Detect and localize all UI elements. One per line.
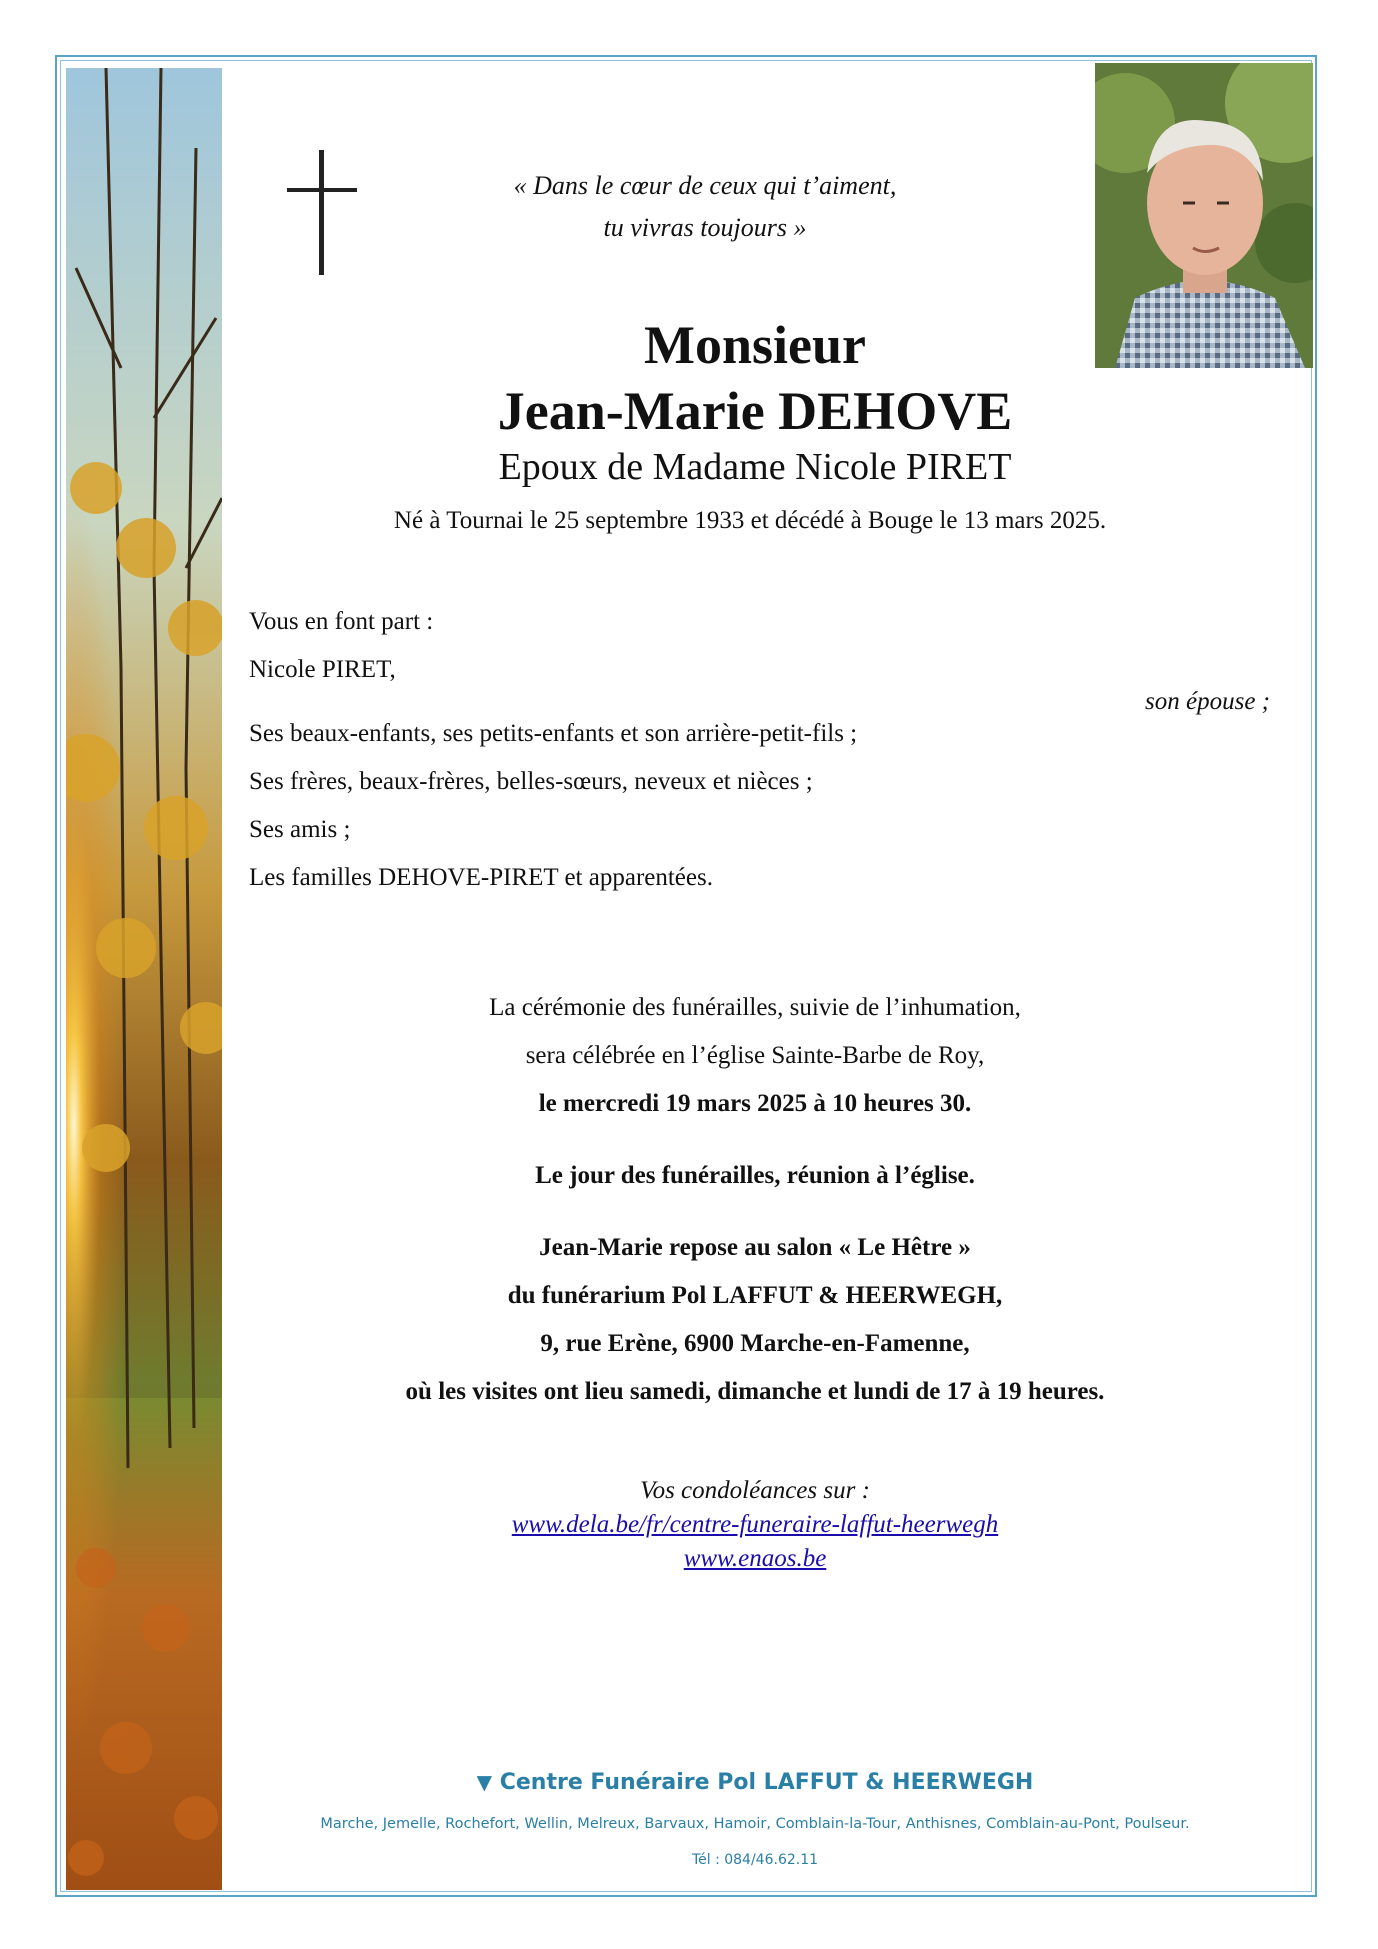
deceased-name: Jean-Marie DEHOVE [497, 381, 1013, 441]
condolences-link-enaos[interactable]: www.enaos.be [683, 1545, 827, 1572]
rest-line-3: 9, rue Erène, 6900 Marche-en-Famenne, [540, 1330, 970, 1357]
ceremony-line-2: sera célébrée en l’église Sainte-Barbe de Roy, [525, 1042, 985, 1069]
ceremony-line-1: La cérémonie des funérailles, suivie de l’inhumation, [489, 994, 1021, 1021]
honorific: Monsieur [644, 315, 866, 375]
family-member: Ses amis ; [249, 816, 351, 843]
family-intro: Vous en font part : [249, 608, 434, 635]
quote-line-1: « Dans le cœur de ceux qui t’aiment, [513, 171, 897, 200]
ceremony-datetime: le mercredi 19 mars 2025 à 10 heures 30. [538, 1090, 972, 1117]
portrait-photo [1095, 63, 1313, 368]
autumn-forest-photo [66, 68, 222, 1890]
condolences-label: Vos condoléances sur : [640, 1477, 870, 1504]
triangle-down-icon: ▼ [476, 1770, 493, 1794]
family-member: Ses frères, beaux-frères, belles-sœurs, neveux et nièces ; [249, 768, 813, 795]
quote-line-2: tu vivras toujours » [603, 213, 807, 242]
family-member: Ses beaux-enfants, ses petits-enfants et son arrière-petit-fils ; [249, 720, 858, 747]
birth-death-dates: Né à Tournai le 25 septembre 1933 et décédé à Bouge le 13 mars 2025. [393, 507, 1107, 534]
funeral-home-phone: Tél : 084/46.62.11 [691, 1852, 819, 1868]
spouse-line: Epoux de Madame Nicole PIRET [498, 446, 1012, 488]
spouse-role: son épouse ; [1145, 688, 1270, 715]
rest-line-2: du funérarium Pol LAFFUT & HEERWEGH, [507, 1282, 1003, 1309]
cross-icon [282, 150, 362, 275]
spouse-name: Nicole PIRET, [249, 656, 396, 683]
condolences-link-dela[interactable]: www.dela.be/fr/centre-funeraire-laffut-heerwegh [511, 1511, 999, 1538]
funeral-home-name: ▼ Centre Funéraire Pol LAFFUT & HEERWEGH [476, 1770, 1034, 1795]
visit-hours: où les visites ont lieu samedi, dimanche et lundi de 17 à 19 heures. [405, 1378, 1105, 1405]
funeral-home-locations: Marche, Jemelle, Rochefort, Wellin, Melreux, Barvaux, Hamoir, Comblain-la-Tour, Anthisnes, Comblain-au-Pont, Poulseur. [320, 1816, 1190, 1832]
family-member: Les familles DEHOVE-PIRET et apparentées. [249, 864, 713, 891]
rest-line-1: Jean-Marie repose au salon « Le Hêtre » [539, 1234, 971, 1261]
meeting-info: Le jour des funérailles, réunion à l’église. [535, 1162, 975, 1189]
epitaph-quote [420, 165, 990, 249]
